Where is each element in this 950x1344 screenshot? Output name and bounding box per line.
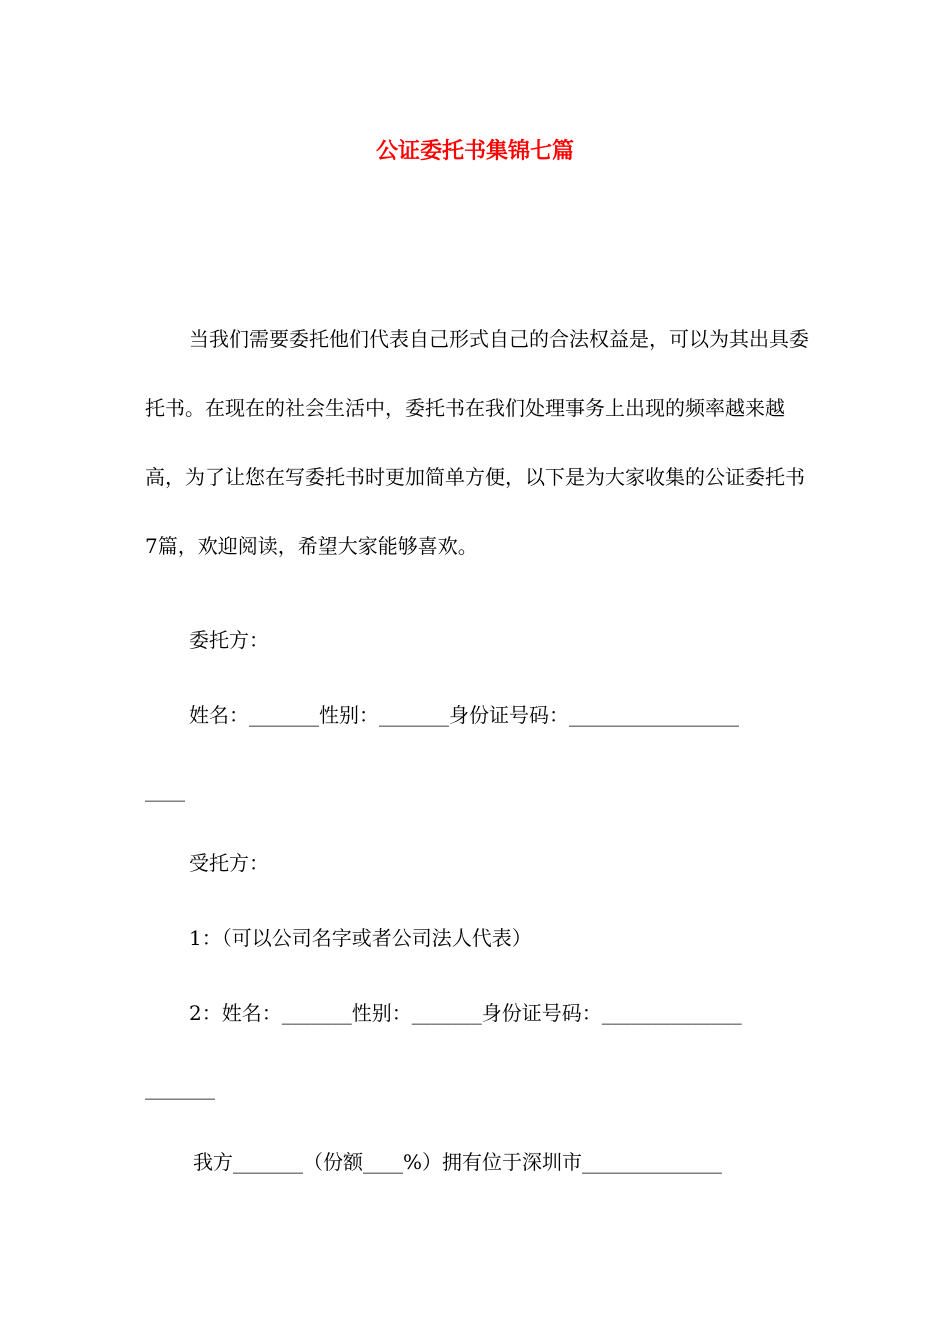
intro-paragraph: 当我们需要委托他们代表自己形式自己的合法权益是，可以为其出具委托书。在现在的社会生活中，委托书在我们处理事务上出现的频率越来越高，为了让您在写委托书时更加简单方便，以下是为大家收集的公证委托书7篇，欢迎阅读，希望大家能够喜欢。 <box>145 327 809 558</box>
agent-item-2-continuation: _______ <box>145 1076 215 1100</box>
document-title: 公证委托书集锦七篇 <box>375 138 574 164</box>
agent-item-2: 2：姓名：_______性别：_______身份证号码：______________ <box>189 1001 742 1025</box>
principal-fields-continuation: ____ <box>145 778 185 802</box>
principal-fields: 姓名：_______性别：_______身份证号码：_________________ <box>189 703 739 727</box>
ownership-line: 我方_______（份额____%）拥有位于深圳市______________ <box>193 1150 723 1174</box>
agent-label: 受托方： <box>189 851 269 875</box>
principal-label: 委托方： <box>189 628 269 652</box>
agent-item-1: 1：（可以公司名字或者公司法人代表） <box>189 926 532 950</box>
